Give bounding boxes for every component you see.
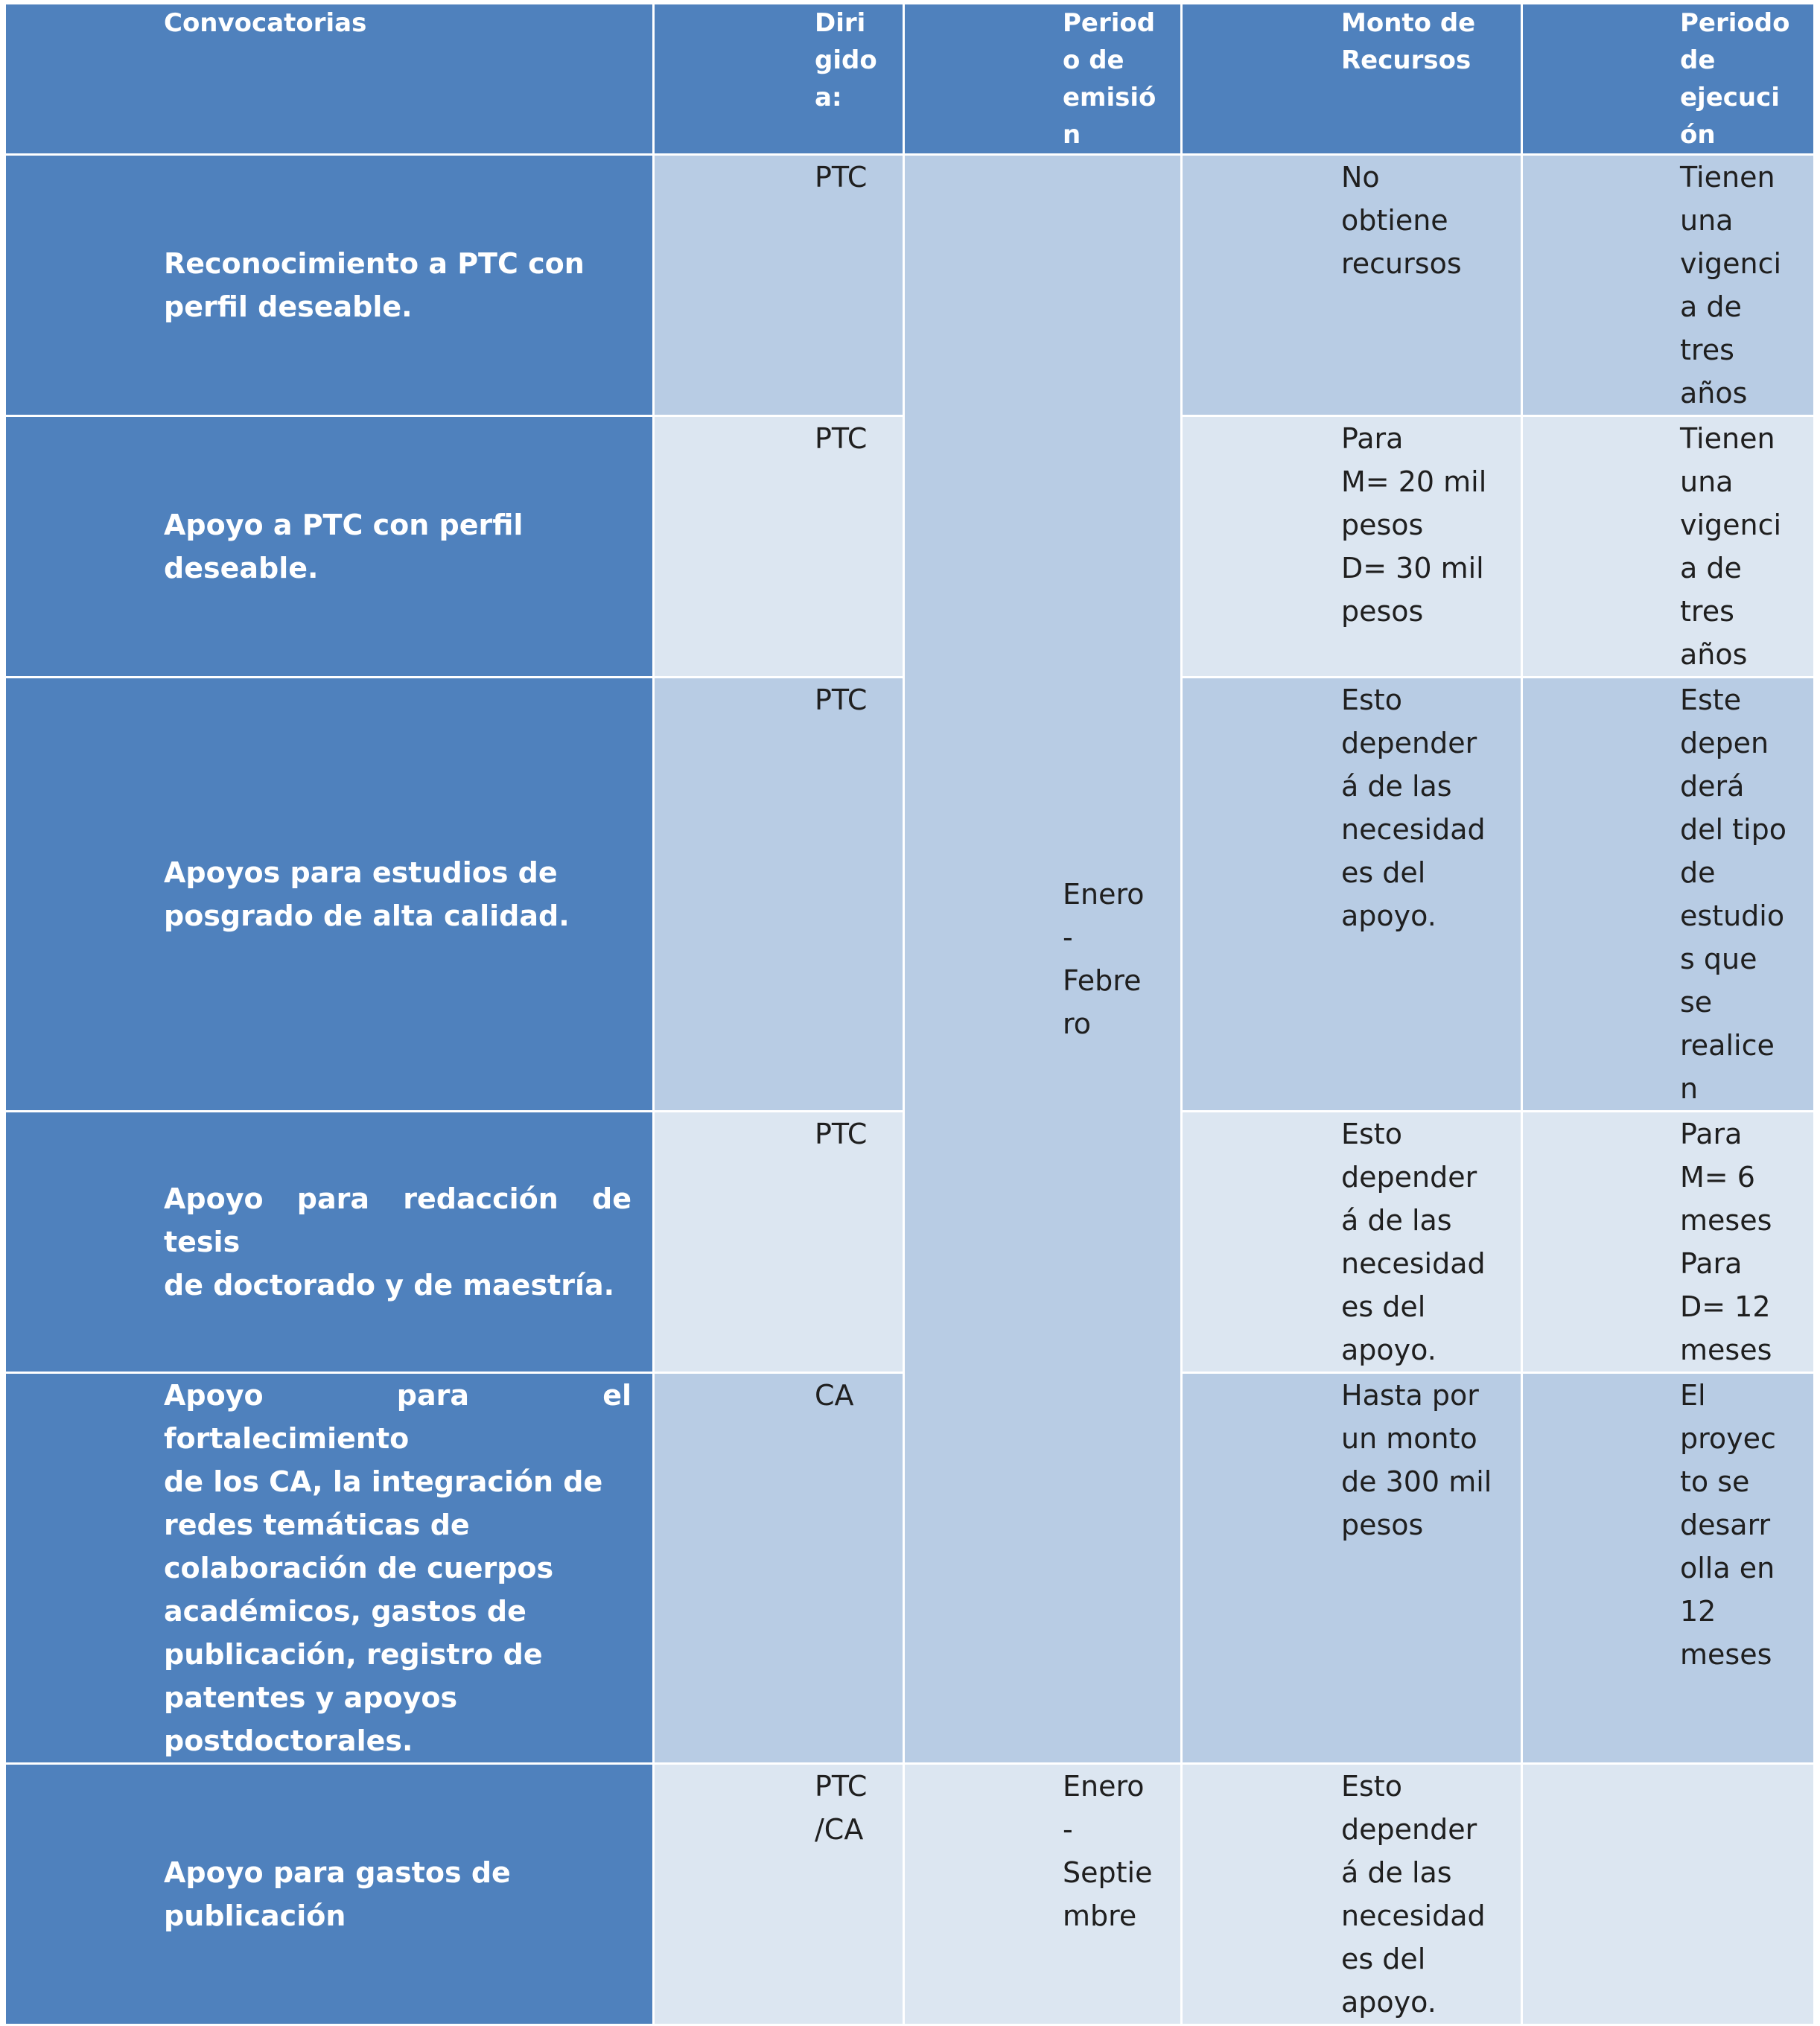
periodo-emision-merged: Enero - Febre ro [904, 155, 1182, 1764]
row-dirigido: PTC [654, 1112, 904, 1373]
row-convocatoria: Apoyo para el fortalecimiento de los CA, la integración de redes temáticas de colaboración de cuerpos académicos, gastos de publicación, registro de patentes y apoyos postdoctorales. [5, 1373, 654, 1764]
row-monto: Esto depender á de las necesidad es del apoyo. [1182, 1764, 1522, 2025]
row-dirigido: PTC /CA [654, 1764, 904, 2025]
header-convocatorias: Convocatorias [5, 4, 654, 155]
row-ejecucion [1522, 1764, 1815, 2025]
row-convocatoria: Apoyo para gastos de publicación [5, 1764, 654, 2025]
header-monto: Monto de Recursos [1182, 4, 1522, 155]
table-row [5, 1764, 1815, 2025]
header-row [5, 4, 1815, 155]
row-monto: Esto depender á de las necesidad es del apoyo. [1182, 1112, 1522, 1373]
row-dirigido: PTC [654, 155, 904, 416]
header-dirigido: Diri gido a: [654, 4, 904, 155]
row-monto: Esto depender á de las necesidad es del apoyo. [1182, 678, 1522, 1112]
table-row [5, 155, 1815, 416]
row-dirigido: CA [654, 1373, 904, 1764]
row-dirigido: PTC [654, 416, 904, 678]
row-convocatoria: Reconocimiento a PTC con perfil deseable. [5, 155, 654, 416]
row-ejecucion: Tienen una vigenci a de tres años [1522, 155, 1815, 416]
row-monto: No obtiene recursos [1182, 155, 1522, 416]
row-convocatoria: Apoyo para redacción de tesis de doctorado y de maestría. [5, 1112, 654, 1373]
row-ejecucion: Para M= 6 meses Para D= 12 meses [1522, 1112, 1815, 1373]
row-ejecucion: Tienen una vigenci a de tres años [1522, 416, 1815, 678]
row-convocatoria: Apoyo a PTC con perfil deseable. [5, 416, 654, 678]
row-monto: Hasta por un monto de 300 mil pesos [1182, 1373, 1522, 1764]
header-periodo-ejecucion: Periodo de ejecuci ón [1522, 4, 1815, 155]
row-ejecucion: Este depen derá del tipo de estudio s que se realice n [1522, 678, 1815, 1112]
row-convocatoria: Apoyos para estudios de posgrado de alta calidad. [5, 678, 654, 1112]
row-periodo-emision: Enero - Septie mbre [904, 1764, 1182, 2025]
row-monto: Para M= 20 mil pesos D= 30 mil pesos [1182, 416, 1522, 678]
header-periodo-emision: Period o de emisió n [904, 4, 1182, 155]
convocatorias-table [4, 2, 1816, 2026]
row-ejecucion: El proyec to se desarr olla en 12 meses [1522, 1373, 1815, 1764]
row-dirigido: PTC [654, 678, 904, 1112]
